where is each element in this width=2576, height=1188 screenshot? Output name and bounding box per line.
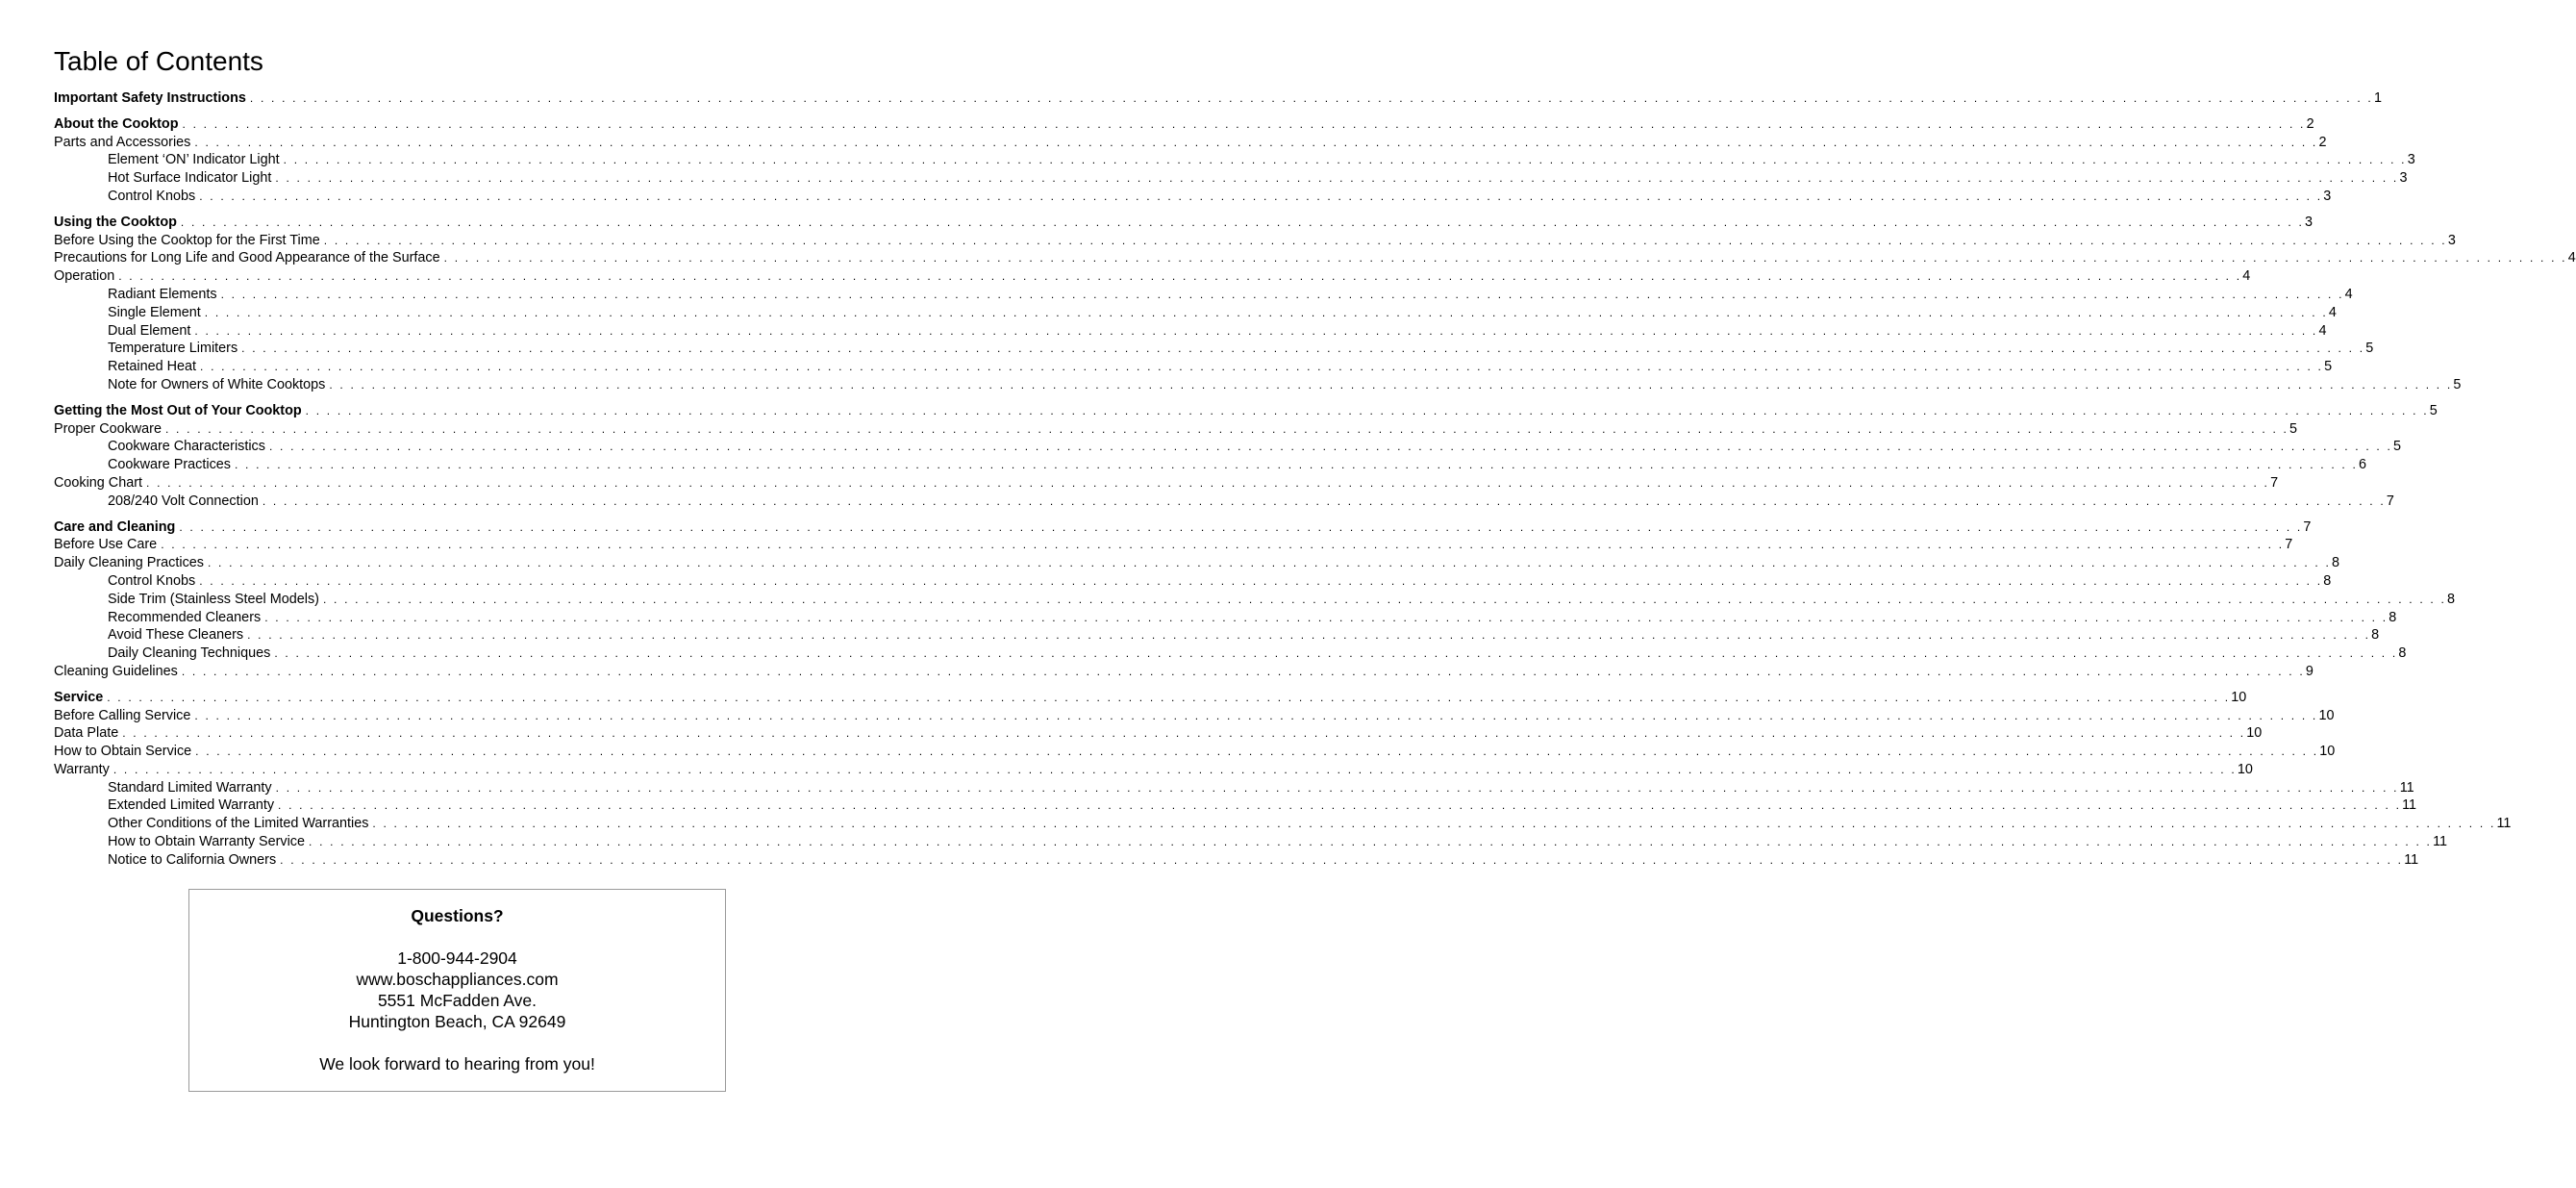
toc-dot-leader: . . . . . . . . . . . . . . . . . . . . . . . . . . . . . . . . . . . . . . . . . . . . . . . . . . . . . . . . . . . . . . . . . . . . . . . . . . . . . . . . . . . . . . . . . . . . . . . . . . . . . . . . . . . . . . . . . . . . . . . . . . . . . . . . . . . . . . . . . . . . . . . . . . . . . . . . . . . . . . . . . . . . . . . . . . . . . . . . . . . . . . . . . . . . . . . . . . . . . . . . (275, 171, 2399, 186)
toc-page-number: 11 (2496, 816, 2512, 832)
toc-page-number: 8 (2332, 555, 2340, 571)
toc-dot-leader: . . . . . . . . . . . . . . . . . . . . . . . . . . . . . . . . . . . . . . . . . . . . . . . . . . . . . . . . . . . . . . . . . . . . . . . . . . . . . . . . . . . . . . . . . . . . . . . . . . . . . . . . . . . . . . . . . . . . . . . . . . . . . . . . . . . . . . . . . . . . . . . . . . . . . . . . . . . . . . . . . . . . . . . . . . . . . . . . . . . . . . . . . . . . . . . . . . . . . . . . (278, 798, 2402, 813)
toc-entry (54, 645, 2407, 663)
phone-number: 1-800-944-2904 (397, 948, 517, 968)
toc-page-number: 3 (2407, 152, 2415, 168)
toc-entry (54, 232, 2456, 250)
toc-entry-label: Avoid These Cleaners (108, 627, 244, 644)
toc-dot-leader: . . . . . . . . . . . . . . . . . . . . . . . . . . . . . . . . . . . . . . . . . . . . . . . . . . . . . . . . . . . . . . . . . . . . . . . . . . . . . . . . . . . . . . . . . . . . . . . . . . . . . . . . . . . . . . . . . . . . . . . . . . . . . . . . . . . . . . . . . . . . . . . . . . . . . . . . . . . . . . . . . . . . . . . . . . . . . . . . . . . . . . . . . . . . . . . . . . . . . . . . (194, 323, 2318, 338)
toc-entry (54, 340, 2374, 358)
toc-entry (54, 743, 2336, 761)
toc-dot-leader: . . . . . . . . . . . . . . . . . . . . . . . . . . . . . . . . . . . . . . . . . . . . . . . . . . . . . . . . . . . . . . . . . . . . . . . . . . . . . . . . . . . . . . . . . . . . . . . . . . . . . . . . . . . . . . . . . . . . . . . . . . . . . . . . . . . . . . . . . . . . . . . . . . . . . . . . . . . . . . . . . . . . . . . . . . . . . . . . . . . . . . . . . . . . . . . . . . . . . . . . (161, 538, 2285, 552)
toc-entry (54, 626, 2380, 645)
toc-dot-leader: . . . . . . . . . . . . . . . . . . . . . . . . . . . . . . . . . . . . . . . . . . . . . . . . . . . . . . . . . . . . . . . . . . . . . . . . . . . . . . . . . . . . . . . . . . . . . . . . . . . . . . . . . . . . . . . . . . . . . . . . . . . . . . . . . . . . . . . . . . . . . . . . . . . . . . . . . . . . . . . . . . . . . . . . . . . . . . . . . . . . . . . . . . . . . . . . . . . . . . . . (194, 135, 2318, 149)
toc-dot-leader: . . . . . . . . . . . . . . . . . . . . . . . . . . . . . . . . . . . . . . . . . . . . . . . . . . . . . . . . . . . . . . . . . . . . . . . . . . . . . . . . . . . . . . . . . . . . . . . . . . . . . . . . . . . . . . . . . . . . . . . . . . . . . . . . . . . . . . . . . . . . . . . . . . . . . . . . . . . . . . . . . . . . . . . . . . . . . . . . . . . . . . . . . . . . . . . . . . . . . . . . (234, 458, 2359, 472)
toc-dot-leader: . . . . . . . . . . . . . . . . . . . . . . . . . . . . . . . . . . . . . . . . . . . . . . . . . . . . . . . . . . . . . . . . . . . . . . . . . . . . . . . . . . . . . . . . . . . . . . . . . . . . . . . . . . . . . . . . . . . . . . . . . . . . . . . . . . . . . . . . . . . . . . . . . . . . . . . . . . . . . . . . . . . . . . . . . . . . . . . . . . . . . . . . . . . . . . . . . . . . . . . . (262, 493, 2386, 508)
toc-dot-leader: . . . . . . . . . . . . . . . . . . . . . . . . . . . . . . . . . . . . . . . . . . . . . . . . . . . . . . . . . . . . . . . . . . . . . . . . . . . . . . . . . . . . . . . . . . . . . . . . . . . . . . . . . . . . . . . . . . . . . . . . . . . . . . . . . . . . . . . . . . . . . . . . . . . . . . . . . . . . . . . . . . . . . . . . . . . . . . . . . . . . . . . . . . . . . . . . . . . . . . . . (249, 91, 2373, 105)
toc-page-number: 9 (2305, 663, 2313, 679)
toc-page-number: 5 (2429, 402, 2438, 418)
toc-dot-leader: . . . . . . . . . . . . . . . . . . . . . . . . . . . . . . . . . . . . . . . . . . . . . . . . . . . . . . . . . . . . . . . . . . . . . . . . . . . . . . . . . . . . . . . . . . . . . . . . . . . . . . . . . . . . . . . . . . . . . . . . . . . . . . . . . . . . . . . . . . . . . . . . . . . . . . . . . . . . . . . . . . . . . . . . . . . . . . . . . . . . . . . . . . . . . . . . . . . . . . . . (195, 745, 2319, 759)
toc-dot-leader: . . . . . . . . . . . . . . . . . . . . . . . . . . . . . . . . . . . . . . . . . . . . . . . . . . . . . . . . . . . . . . . . . . . . . . . . . . . . . . . . . . . . . . . . . . . . . . . . . . . . . . . . . . . . . . . . . . . . . . . . . . . . . . . . . . . . . . . . . . . . . . . . . . . . . . . . . . . . . . . . . . . . . . . . . . . . . . . . . . . . . . . . . . . . . . . . . . . . . . . . (264, 610, 2388, 624)
toc-entry (54, 815, 2512, 833)
toc-entry-label: Important Safety Instructions (54, 90, 246, 106)
toc-entry (54, 151, 2415, 169)
toc-page-number: 2 (2306, 115, 2314, 132)
address-line-2: Huntington Beach, CA 92649 (348, 1012, 566, 1031)
toc-entry-label: Element ‘ON’ Indicator Light (108, 152, 280, 168)
toc-page-number: 5 (2453, 376, 2462, 392)
toc-entry-label: Cookware Practices (108, 457, 231, 473)
toc-page-number: 6 (2359, 457, 2367, 473)
toc-dot-leader: . . . . . . . . . . . . . . . . . . . . . . . . . . . . . . . . . . . . . . . . . . . . . . . . . . . . . . . . . . . . . . . . . . . . . . . . . . . . . . . . . . . . . . . . . . . . . . . . . . . . . . . . . . . . . . . . . . . . . . . . . . . . . . . . . . . . . . . . . . . . . . . . . . . . . . . . . . . . . . . . . . . . . . . . . . . . . . . . . . . . . . . . . . . . . . . . . . . . . . . . (113, 762, 2237, 776)
toc-page-number: 5 (2365, 341, 2374, 357)
toc-section (54, 402, 2438, 511)
toc-page-number: 8 (2398, 645, 2407, 662)
toc-entry-label: Care and Cleaning (54, 518, 176, 535)
address-line-1: 5551 McFadden Ave. (377, 991, 538, 1010)
toc-page-number: 4 (2242, 268, 2251, 285)
toc-entry-label: Before Using the Cooktop for the First Time (54, 232, 320, 248)
toc-entry (54, 188, 2332, 206)
toc-page-number: 7 (2270, 474, 2279, 491)
toc-entry (54, 169, 2408, 188)
toc-dot-leader: . . . . . . . . . . . . . . . . . . . . . . . . . . . . . . . . . . . . . . . . . . . . . . . . . . . . . . . . . . . . . . . . . . . . . . . . . . . . . . . . . . . . . . . . . . . . . . . . . . . . . . . . . . . . . . . . . . . . . . . . . . . . . . . . . . . . . . . . . . . . . . . . . . . . . . . . . . . . . . . . . . . . . . . . . . . . . . . . . . . . . . . . . . . . . . . . . . . . . . . . (181, 664, 2305, 678)
toc-entry (54, 779, 2414, 797)
toc-page-number: 4 (2344, 286, 2353, 302)
toc-page-number: 5 (2393, 439, 2402, 455)
toc-page-number: 11 (2402, 797, 2417, 814)
toc-entry-label: Cookware Characteristics (108, 439, 265, 455)
toc-entry-label: Hot Surface Indicator Light (108, 170, 272, 187)
toc-entry (54, 267, 2251, 286)
toc-page-number: 10 (2318, 707, 2335, 723)
toc-page-number: 10 (2246, 725, 2263, 742)
toc-entry-label: How to Obtain Warranty Service (108, 834, 306, 850)
toc-entry-label: Cleaning Guidelines (54, 663, 178, 679)
toc-dot-leader: . . . . . . . . . . . . . . . . . . . . . . . . . . . . . . . . . . . . . . . . . . . . . . . . . . . . . . . . . . . . . . . . . . . . . . . . . . . . . . . . . . . . . . . . . . . . . . . . . . . . . . . . . . . . . . . . . . . . . . . . . . . . . . . . . . . . . . . . . . . . . . . . . . . . . . . . . . . . . . . . . . . . . . . . . . . . . . . . . . . . . . . . . . . . . . . . . . . . . . . . (200, 360, 2324, 374)
toc-entry-label: Before Calling Service (54, 707, 191, 723)
toc-page-number: 4 (2328, 304, 2337, 320)
toc-dot-leader: . . . . . . . . . . . . . . . . . . . . . . . . . . . . . . . . . . . . . . . . . . . . . . . . . . . . . . . . . . . . . . . . . . . . . . . . . . . . . . . . . . . . . . . . . . . . . . . . . . . . . . . . . . . . . . . . . . . . . . . . . . . . . . . . . . . . . . . . . . . . . . . . . . . . . . . . . . . . . . . . . . . . . . . . . . . . . . . . . . . . . . . . . . . . . . . . . . . . . . . . (241, 341, 2365, 356)
toc-entry (54, 851, 2419, 870)
toc-page-number: 4 (2318, 322, 2327, 339)
toc-page-number: 10 (2319, 744, 2336, 760)
toc-entry-label: Notice to California Owners (108, 851, 277, 868)
toc-section-heading (54, 402, 2438, 420)
toc-entry-label: Using the Cooktop (54, 214, 177, 230)
toc-dot-leader: . . . . . . . . . . . . . . . . . . . . . . . . . . . . . . . . . . . . . . . . . . . . . . . . . . . . . . . . . . . . . . . . . . . . . . . . . . . . . . . . . . . . . . . . . . . . . . . . . . . . . . . . . . . . . . . . . . . . . . . . . . . . . . . . . . . . . . . . . . . . . . . . . . . . . . . . . . . . . . . . . . . . . . . . . . . . . . . . . . . . . . . . . . . . . . . . . . . . . . . . (275, 780, 2399, 795)
toc-page-number: 3 (2399, 170, 2408, 187)
toc-entry-label: Daily Cleaning Practices (54, 555, 204, 571)
toc-entry-label: Service (54, 689, 104, 705)
website: www.boschappliances.com (356, 970, 559, 989)
toc-page-number: 3 (2447, 232, 2456, 248)
toc-dot-leader: . . . . . . . . . . . . . . . . . . . . . . . . . . . . . . . . . . . . . . . . . . . . . . . . . . . . . . . . . . . . . . . . . . . . . . . . . . . . . . . . . . . . . . . . . . . . . . . . . . . . . . . . . . . . . . . . . . . . . . . . . . . . . . . . . . . . . . . . . . . . . . . . . . . . . . . . . . . . . . . . . . . . . . . . . . . . . . . . . . . . . . . . . . . . . . . . . . . . . . . . (323, 233, 2447, 247)
toc-section (54, 115, 2415, 206)
toc-entry (54, 134, 2327, 152)
toc-dot-leader: . . . . . . . . . . . . . . . . . . . . . . . . . . . . . . . . . . . . . . . . . . . . . . . . . . . . . . . . . . . . . . . . . . . . . . . . . . . . . . . . . . . . . . . . . . . . . . . . . . . . . . . . . . . . . . . . . . . . . . . . . . . . . . . . . . . . . . . . . . . . . . . . . . . . . . . . . . . . . . . . . . . . . . . . . . . . . . . . . . . . . . . . . . . . . . . . . . . . . . . . (372, 817, 2496, 831)
table-of-contents (54, 89, 2576, 877)
toc-dot-leader: . . . . . . . . . . . . . . . . . . . . . . . . . . . . . . . . . . . . . . . . . . . . . . . . . . . . . . . . . . . . . . . . . . . . . . . . . . . . . . . . . . . . . . . . . . . . . . . . . . . . . . . . . . . . . . . . . . . . . . . . . . . . . . . . . . . . . . . . . . . . . . . . . . . . . . . . . . . . . . . . . . . . . . . . . . . . . . . . . . . . . . . . . . . . . . . . . . . . . . . . (180, 215, 2304, 229)
toc-entry (54, 591, 2456, 609)
toc-dot-leader: . . . . . . . . . . . . . . . . . . . . . . . . . . . . . . . . . . . . . . . . . . . . . . . . . . . . . . . . . . . . . . . . . . . . . . . . . . . . . . . . . . . . . . . . . . . . . . . . . . . . . . . . . . . . . . . . . . . . . . . . . . . . . . . . . . . . . . . . . . . . . . . . . . . . . . . . . . . . . . . . . . . . . . . . . . . . . . . . . . . . . . . . . . . . . . . . . . . . . . . . (204, 305, 2328, 319)
questions-box (188, 889, 726, 1092)
toc-entry-label: Cooking Chart (54, 474, 142, 491)
toc-entry-label: Control Knobs (108, 572, 196, 589)
toc-entry (54, 796, 2417, 815)
toc-entry-label: Control Knobs (108, 188, 196, 204)
toc-section (54, 689, 2512, 870)
toc-entry (54, 761, 2253, 779)
toc-entry-label: Single Element (108, 304, 201, 320)
toc-dot-leader: . . . . . . . . . . . . . . . . . . . . . . . . . . . . . . . . . . . . . . . . . . . . . . . . . . . . . . . . . . . . . . . . . . . . . . . . . . . . . . . . . . . . . . . . . . . . . . . . . . . . . . . . . . . . . . . . . . . . . . . . . . . . . . . . . . . . . . . . . . . . . . . . . . . . . . . . . . . . . . . . . . . . . . . . . . . . . . . . . . . . . . . . . . . . . . . . . . . . . . . . (194, 708, 2318, 722)
toc-dot-leader: . . . . . . . . . . . . . . . . . . . . . . . . . . . . . . . . . . . . . . . . . . . . . . . . . . . . . . . . . . . . . . . . . . . . . . . . . . . . . . . . . . . . . . . . . . . . . . . . . . . . . . . . . . . . . . . . . . . . . . . . . . . . . . . . . . . . . . . . . . . . . . . . . . . . . . . . . . . . . . . . . . . . . . . . . . . . . . . . . . . . . . . . . . . . . . . . . . . . . . . . (443, 251, 2567, 265)
toc-entry (54, 286, 2353, 304)
toc-dot-leader: . . . . . . . . . . . . . . . . . . . . . . . . . . . . . . . . . . . . . . . . . . . . . . . . . . . . . . . . . . . . . . . . . . . . . . . . . . . . . . . . . . . . . . . . . . . . . . . . . . . . . . . . . . . . . . . . . . . . . . . . . . . . . . . . . . . . . . . . . . . . . . . . . . . . . . . . . . . . . . . . . . . . . . . . . . . . . . . . . . . . . . . . . . . . . . . . . . . . . . . . (309, 835, 2433, 849)
toc-page-number: 5 (2289, 420, 2298, 437)
toc-page-number: 3 (2304, 214, 2313, 230)
toc-page-number: 11 (2433, 834, 2448, 850)
toc-page-number: 10 (2231, 689, 2247, 705)
toc-entry-label: Recommended Cleaners (108, 609, 262, 625)
toc-section-heading (54, 689, 2247, 707)
toc-dot-leader: . . . . . . . . . . . . . . . . . . . . . . . . . . . . . . . . . . . . . . . . . . . . . . . . . . . . . . . . . . . . . . . . . . . . . . . . . . . . . . . . . . . . . . . . . . . . . . . . . . . . . . . . . . . . . . . . . . . . . . . . . . . . . . . . . . . . . . . . . . . . . . . . . . . . . . . . . . . . . . . . . . . . . . . . . . . . . . . . . . . . . . . . . . . . . . . . . . . . . . . . (305, 403, 2429, 417)
toc-entry (54, 322, 2327, 341)
toc-dot-leader: . . . . . . . . . . . . . . . . . . . . . . . . . . . . . . . . . . . . . . . . . . . . . . . . . . . . . . . . . . . . . . . . . . . . . . . . . . . . . . . . . . . . . . . . . . . . . . . . . . . . . . . . . . . . . . . . . . . . . . . . . . . . . . . . . . . . . . . . . . . . . . . . . . . . . . . . . . . . . . . . . . . . . . . . . . . . . . . . . . . . . . . . . . . . . . . . . . . . . . . . (329, 377, 2453, 392)
toc-page-number: 8 (2388, 609, 2397, 625)
toc-entry-label: Extended Limited Warranty (108, 797, 275, 814)
toc-entry-label: Side Trim (Stainless Steel Models) (108, 591, 319, 607)
toc-entry (54, 474, 2279, 493)
toc-entry (54, 358, 2333, 376)
toc-entry-label: Daily Cleaning Techniques (108, 645, 271, 662)
toc-entry-label: Warranty (54, 761, 110, 777)
toc-section-heading (54, 89, 2382, 108)
toc-dot-leader: . . . . . . . . . . . . . . . . . . . . . . . . . . . . . . . . . . . . . . . . . . . . . . . . . . . . . . . . . . . . . . . . . . . . . . . . . . . . . . . . . . . . . . . . . . . . . . . . . . . . . . . . . . . . . . . . . . . . . . . . . . . . . . . . . . . . . . . . . . . . . . . . . . . . . . . . . . . . . . . . . . . . . . . . . . . . . . . . . . . . . . . . . . . . . . . . . . . . . . . . (107, 690, 2231, 704)
toc-entry (54, 724, 2263, 743)
toc-entry (54, 707, 2335, 725)
toc-entry-label: Before Use Care (54, 537, 158, 553)
toc-entry-label: How to Obtain Service (54, 744, 192, 760)
toc-entry (54, 609, 2397, 627)
toc-dot-leader: . . . . . . . . . . . . . . . . . . . . . . . . . . . . . . . . . . . . . . . . . . . . . . . . . . . . . . . . . . . . . . . . . . . . . . . . . . . . . . . . . . . . . . . . . . . . . . . . . . . . . . . . . . . . . . . . . . . . . . . . . . . . . . . . . . . . . . . . . . . . . . . . . . . . . . . . . . . . . . . . . . . . . . . . . . . . . . . . . . . . . . . . . . . . . . . . . . . . . . . . (322, 592, 2446, 606)
toc-page-number: 7 (2285, 537, 2293, 553)
toc-page-number: 7 (2303, 518, 2312, 535)
toc-entry (54, 833, 2448, 851)
toc-entry-label: Proper Cookware (54, 420, 162, 437)
toc-page-number: 11 (2404, 851, 2419, 868)
toc-entry (54, 536, 2293, 554)
toc-entry (54, 304, 2337, 322)
toc-dot-leader: . . . . . . . . . . . . . . . . . . . . . . . . . . . . . . . . . . . . . . . . . . . . . . . . . . . . . . . . . . . . . . . . . . . . . . . . . . . . . . . . . . . . . . . . . . . . . . . . . . . . . . . . . . . . . . . . . . . . . . . . . . . . . . . . . . . . . . . . . . . . . . . . . . . . . . . . . . . . . . . . . . . . . . . . . . . . . . . . . . . . . . . . . . . . . . . . . . . . . . . . (146, 475, 2270, 490)
questions-title: Questions? (411, 906, 504, 925)
toc-section-heading (54, 115, 2314, 134)
closing-message: We look forward to hearing from you! (319, 1054, 595, 1074)
toc-entry-label: Precautions for Long Life and Good Appearance of the Surface (54, 250, 440, 266)
toc-page-number: 8 (2323, 572, 2332, 589)
toc-entry-label: Radiant Elements (108, 286, 217, 302)
toc-dot-leader: . . . . . . . . . . . . . . . . . . . . . . . . . . . . . . . . . . . . . . . . . . . . . . . . . . . . . . . . . . . . . . . . . . . . . . . . . . . . . . . . . . . . . . . . . . . . . . . . . . . . . . . . . . . . . . . . . . . . . . . . . . . . . . . . . . . . . . . . . . . . . . . . . . . . . . . . . . . . . . . . . . . . . . . . . . . . . . . . . . . . . . . . . . . . . . . . . . . . . . . . (199, 189, 2323, 203)
toc-dot-leader: . . . . . . . . . . . . . . . . . . . . . . . . . . . . . . . . . . . . . . . . . . . . . . . . . . . . . . . . . . . . . . . . . . . . . . . . . . . . . . . . . . . . . . . . . . . . . . . . . . . . . . . . . . . . . . . . . . . . . . . . . . . . . . . . . . . . . . . . . . . . . . . . . . . . . . . . . . . . . . . . . . . . . . . . . . . . . . . . . . . . . . . . . . . . . . . . . . . . . . . . (247, 628, 2371, 643)
toc-entry (54, 438, 2402, 456)
page-title: Table of Contents (54, 46, 263, 76)
toc-entry-label: Getting the Most Out of Your Cooktop (54, 402, 302, 418)
toc-entry-label: 208/240 Volt Connection (108, 493, 259, 509)
toc-page-number: 1 (2373, 90, 2382, 106)
toc-dot-leader: . . . . . . . . . . . . . . . . . . . . . . . . . . . . . . . . . . . . . . . . . . . . . . . . . . . . . . . . . . . . . . . . . . . . . . . . . . . . . . . . . . . . . . . . . . . . . . . . . . . . . . . . . . . . . . . . . . . . . . . . . . . . . . . . . . . . . . . . . . . . . . . . . . . . . . . . . . . . . . . . . . . . . . . . . . . . . . . . . . . . . . . . . . . . . . . . . . . . . . . . (274, 646, 2398, 661)
toc-dot-leader: . . . . . . . . . . . . . . . . . . . . . . . . . . . . . . . . . . . . . . . . . . . . . . . . . . . . . . . . . . . . . . . . . . . . . . . . . . . . . . . . . . . . . . . . . . . . . . . . . . . . . . . . . . . . . . . . . . . . . . . . . . . . . . . . . . . . . . . . . . . . . . . . . . . . . . . . . . . . . . . . . . . . . . . . . . . . . . . . . . . . . . . . . . . . . . . . . . . . . . . . (199, 573, 2323, 588)
toc-entry-label: Parts and Accessories (54, 134, 191, 150)
toc-dot-leader: . . . . . . . . . . . . . . . . . . . . . . . . . . . . . . . . . . . . . . . . . . . . . . . . . . . . . . . . . . . . . . . . . . . . . . . . . . . . . . . . . . . . . . . . . . . . . . . . . . . . . . . . . . . . . . . . . . . . . . . . . . . . . . . . . . . . . . . . . . . . . . . . . . . . . . . . . . . . . . . . . . . . . . . . . . . . . . . . . . . . . . . . . . . . . . . . . . . . . . . . (122, 726, 2246, 741)
toc-dot-leader: . . . . . . . . . . . . . . . . . . . . . . . . . . . . . . . . . . . . . . . . . . . . . . . . . . . . . . . . . . . . . . . . . . . . . . . . . . . . . . . . . . . . . . . . . . . . . . . . . . . . . . . . . . . . . . . . . . . . . . . . . . . . . . . . . . . . . . . . . . . . . . . . . . . . . . . . . . . . . . . . . . . . . . . . . . . . . . . . . . . . . . . . . . . . . . . . . . . . . . . . (118, 269, 2242, 284)
toc-page-number: 10 (2237, 761, 2253, 777)
toc-entry (54, 663, 2313, 681)
toc-dot-leader: . . . . . . . . . . . . . . . . . . . . . . . . . . . . . . . . . . . . . . . . . . . . . . . . . . . . . . . . . . . . . . . . . . . . . . . . . . . . . . . . . . . . . . . . . . . . . . . . . . . . . . . . . . . . . . . . . . . . . . . . . . . . . . . . . . . . . . . . . . . . . . . . . . . . . . . . . . . . . . . . . . . . . . . . . . . . . . . . . . . . . . . . . . . . . . . . . . . . . . . . (268, 440, 2393, 454)
toc-page-number: 3 (2323, 188, 2332, 204)
toc-dot-leader: . . . . . . . . . . . . . . . . . . . . . . . . . . . . . . . . . . . . . . . . . . . . . . . . . . . . . . . . . . . . . . . . . . . . . . . . . . . . . . . . . . . . . . . . . . . . . . . . . . . . . . . . . . . . . . . . . . . . . . . . . . . . . . . . . . . . . . . . . . . . . . . . . . . . . . . . . . . . . . . . . . . . . . . . . . . . . . . . . . . . . . . . . . . . . . . . . . . . . . . . (283, 153, 2407, 167)
toc-entry-label: Retained Heat (108, 359, 197, 375)
toc-entry (54, 493, 2394, 511)
toc-entry-label: Operation (54, 268, 115, 285)
toc-entry-label: Other Conditions of the Limited Warranties (108, 816, 369, 832)
toc-dot-leader: . . . . . . . . . . . . . . . . . . . . . . . . . . . . . . . . . . . . . . . . . . . . . . . . . . . . . . . . . . . . . . . . . . . . . . . . . . . . . . . . . . . . . . . . . . . . . . . . . . . . . . . . . . . . . . . . . . . . . . . . . . . . . . . . . . . . . . . . . . . . . . . . . . . . . . . . . . . . . . . . . . . . . . . . . . . . . . . . . . . . . . . . . . . . . . . . . . . . . . . . (280, 852, 2404, 867)
toc-entry (54, 376, 2462, 394)
toc-dot-leader: . . . . . . . . . . . . . . . . . . . . . . . . . . . . . . . . . . . . . . . . . . . . . . . . . . . . . . . . . . . . . . . . . . . . . . . . . . . . . . . . . . . . . . . . . . . . . . . . . . . . . . . . . . . . . . . . . . . . . . . . . . . . . . . . . . . . . . . . . . . . . . . . . . . . . . . . . . . . . . . . . . . . . . . . . . . . . . . . . . . . . . . . . . . . . . . . . . . . . . . . (207, 556, 2332, 570)
toc-entry-label: Temperature Limiters (108, 341, 238, 357)
toc-page-number: 8 (2447, 591, 2456, 607)
toc-page-number: 5 (2324, 359, 2333, 375)
toc-page-number: 11 (2399, 779, 2414, 796)
toc-page-number: 4 (2567, 250, 2576, 266)
toc-entry (54, 249, 2576, 267)
toc-section-heading (54, 214, 2313, 232)
toc-section (54, 214, 2576, 394)
toc-entry-label: Data Plate (54, 725, 119, 742)
toc-entry-label: Dual Element (108, 322, 191, 339)
toc-dot-leader: . . . . . . . . . . . . . . . . . . . . . . . . . . . . . . . . . . . . . . . . . . . . . . . . . . . . . . . . . . . . . . . . . . . . . . . . . . . . . . . . . . . . . . . . . . . . . . . . . . . . . . . . . . . . . . . . . . . . . . . . . . . . . . . . . . . . . . . . . . . . . . . . . . . . . . . . . . . . . . . . . . . . . . . . . . . . . . . . . . . . . . . . . . . . . . . . . . . . . . . . (182, 116, 2306, 131)
toc-dot-leader: . . . . . . . . . . . . . . . . . . . . . . . . . . . . . . . . . . . . . . . . . . . . . . . . . . . . . . . . . . . . . . . . . . . . . . . . . . . . . . . . . . . . . . . . . . . . . . . . . . . . . . . . . . . . . . . . . . . . . . . . . . . . . . . . . . . . . . . . . . . . . . . . . . . . . . . . . . . . . . . . . . . . . . . . . . . . . . . . . . . . . . . . . . . . . . . . . . . . . . . . (220, 287, 2344, 301)
toc-entry-label: Note for Owners of White Cooktops (108, 376, 326, 392)
toc-entry-label: Standard Limited Warranty (108, 779, 272, 796)
toc-section-heading (54, 518, 2312, 537)
toc-entry (54, 456, 2367, 474)
toc-entry (54, 572, 2332, 591)
toc-entry (54, 554, 2340, 572)
toc-entry-label: About the Cooktop (54, 115, 179, 132)
toc-page-number: 2 (2318, 134, 2327, 150)
toc-dot-leader: . . . . . . . . . . . . . . . . . . . . . . . . . . . . . . . . . . . . . . . . . . . . . . . . . . . . . . . . . . . . . . . . . . . . . . . . . . . . . . . . . . . . . . . . . . . . . . . . . . . . . . . . . . . . . . . . . . . . . . . . . . . . . . . . . . . . . . . . . . . . . . . . . . . . . . . . . . . . . . . . . . . . . . . . . . . . . . . . . . . . . . . . . . . . . . . . . . . . . . . . (179, 519, 2303, 534)
toc-page-number: 8 (2371, 627, 2380, 644)
toc-entry (54, 420, 2298, 439)
toc-section (54, 518, 2456, 681)
toc-dot-leader: . . . . . . . . . . . . . . . . . . . . . . . . . . . . . . . . . . . . . . . . . . . . . . . . . . . . . . . . . . . . . . . . . . . . . . . . . . . . . . . . . . . . . . . . . . . . . . . . . . . . . . . . . . . . . . . . . . . . . . . . . . . . . . . . . . . . . . . . . . . . . . . . . . . . . . . . . . . . . . . . . . . . . . . . . . . . . . . . . . . . . . . . . . . . . . . . . . . . . . . . (164, 421, 2289, 436)
toc-section (54, 89, 2382, 108)
toc-page-number: 7 (2386, 493, 2394, 509)
